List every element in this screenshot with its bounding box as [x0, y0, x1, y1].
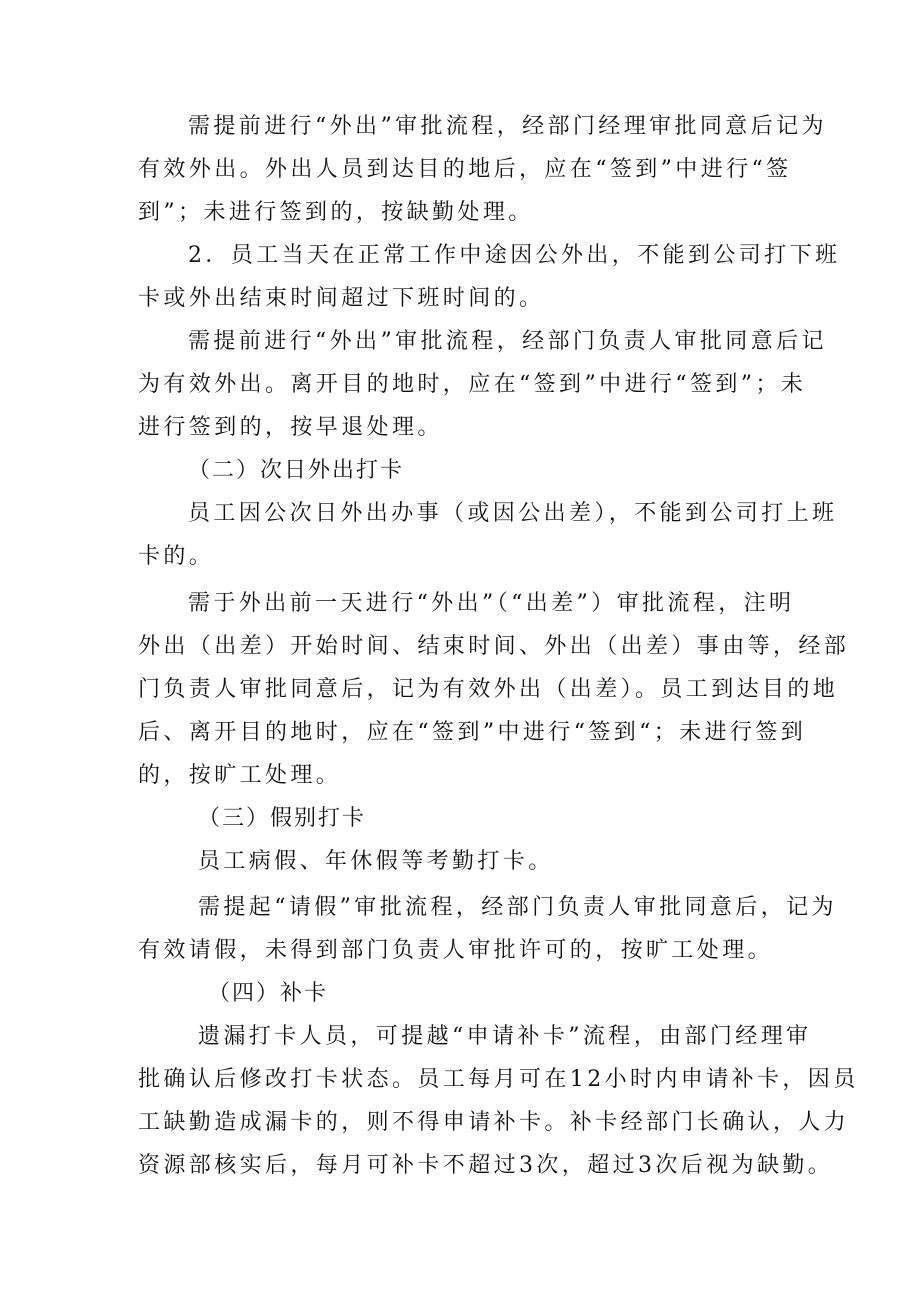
paragraph-line: 门负责人审批同意后，记为有效外出（出差）。员工到达目的地: [138, 677, 839, 702]
paragraph-line: 有效请假，未得到部门负责人审批许可的，按旷工处理。: [138, 938, 774, 963]
paragraph-line: 员工病假、年休假等考勤打卡。: [198, 849, 554, 874]
paragraph-line: 资源部核实后，每月可补卡不超过3次，超过3次后视为缺勤。: [138, 1153, 834, 1178]
paragraph-line: 批确认后修改打卡状态。员工每月可在12小时内申请补卡，因员: [138, 1067, 859, 1092]
paragraph-line: 进行签到的，按早退处理。: [138, 415, 443, 440]
paragraph-line: 需提前进行“外出”审批流程，经部门经理审批同意后记为: [188, 114, 827, 139]
paragraph-line: 为有效外出。离开目的地时，应在“签到”中进行“签到”；未: [138, 372, 807, 397]
paragraph-line: 需提前进行“外出”审批流程，经部门负责人审批同意后记: [188, 329, 827, 354]
paragraph-line: 到”；未进行签到的，按缺勤处理。: [138, 200, 534, 225]
section-heading-3: （三）假别打卡: [198, 806, 367, 831]
paragraph-line: 外出（出差）开始时间、结束时间、外出（出差）事由等，经部: [138, 634, 850, 659]
numbered-item-2: 2．员工当天在正常工作中途因公外出，不能到公司打下班: [188, 243, 841, 268]
paragraph-line: 有效外出。外出人员到达目的地后，应在“签到”中进行“签: [138, 157, 792, 182]
paragraph-line: 需提起“请假”审批流程，经部门负责人审批同意后，记为: [198, 895, 837, 920]
section-heading-4: （四）补卡: [208, 981, 329, 1006]
paragraph-line: 卡或外出结束时间超过下班时间的。: [138, 286, 545, 311]
paragraph-line: 的，按旷工处理。: [138, 763, 342, 788]
paragraph-line: 卡的。: [138, 544, 215, 569]
section-heading-2: （二）次日外出打卡: [188, 458, 405, 483]
paragraph-line: 员工因公次日外出办事（或因公出差），不能到公司打上班: [188, 501, 838, 526]
paragraph-line: 需于外出前一天进行“外出”（“出差”）审批流程，注明: [188, 591, 795, 616]
paragraph-line: 遗漏打卡人员，可提越“申请补卡”流程，由部门经理审: [198, 1024, 812, 1049]
paragraph-line: 工缺勤造成漏卡的，则不得申请补卡。补卡经部门长确认，人力: [138, 1110, 850, 1135]
paragraph-line: 后、离开目的地时，应在“签到”中进行“签到“；未进行签到: [138, 720, 807, 745]
